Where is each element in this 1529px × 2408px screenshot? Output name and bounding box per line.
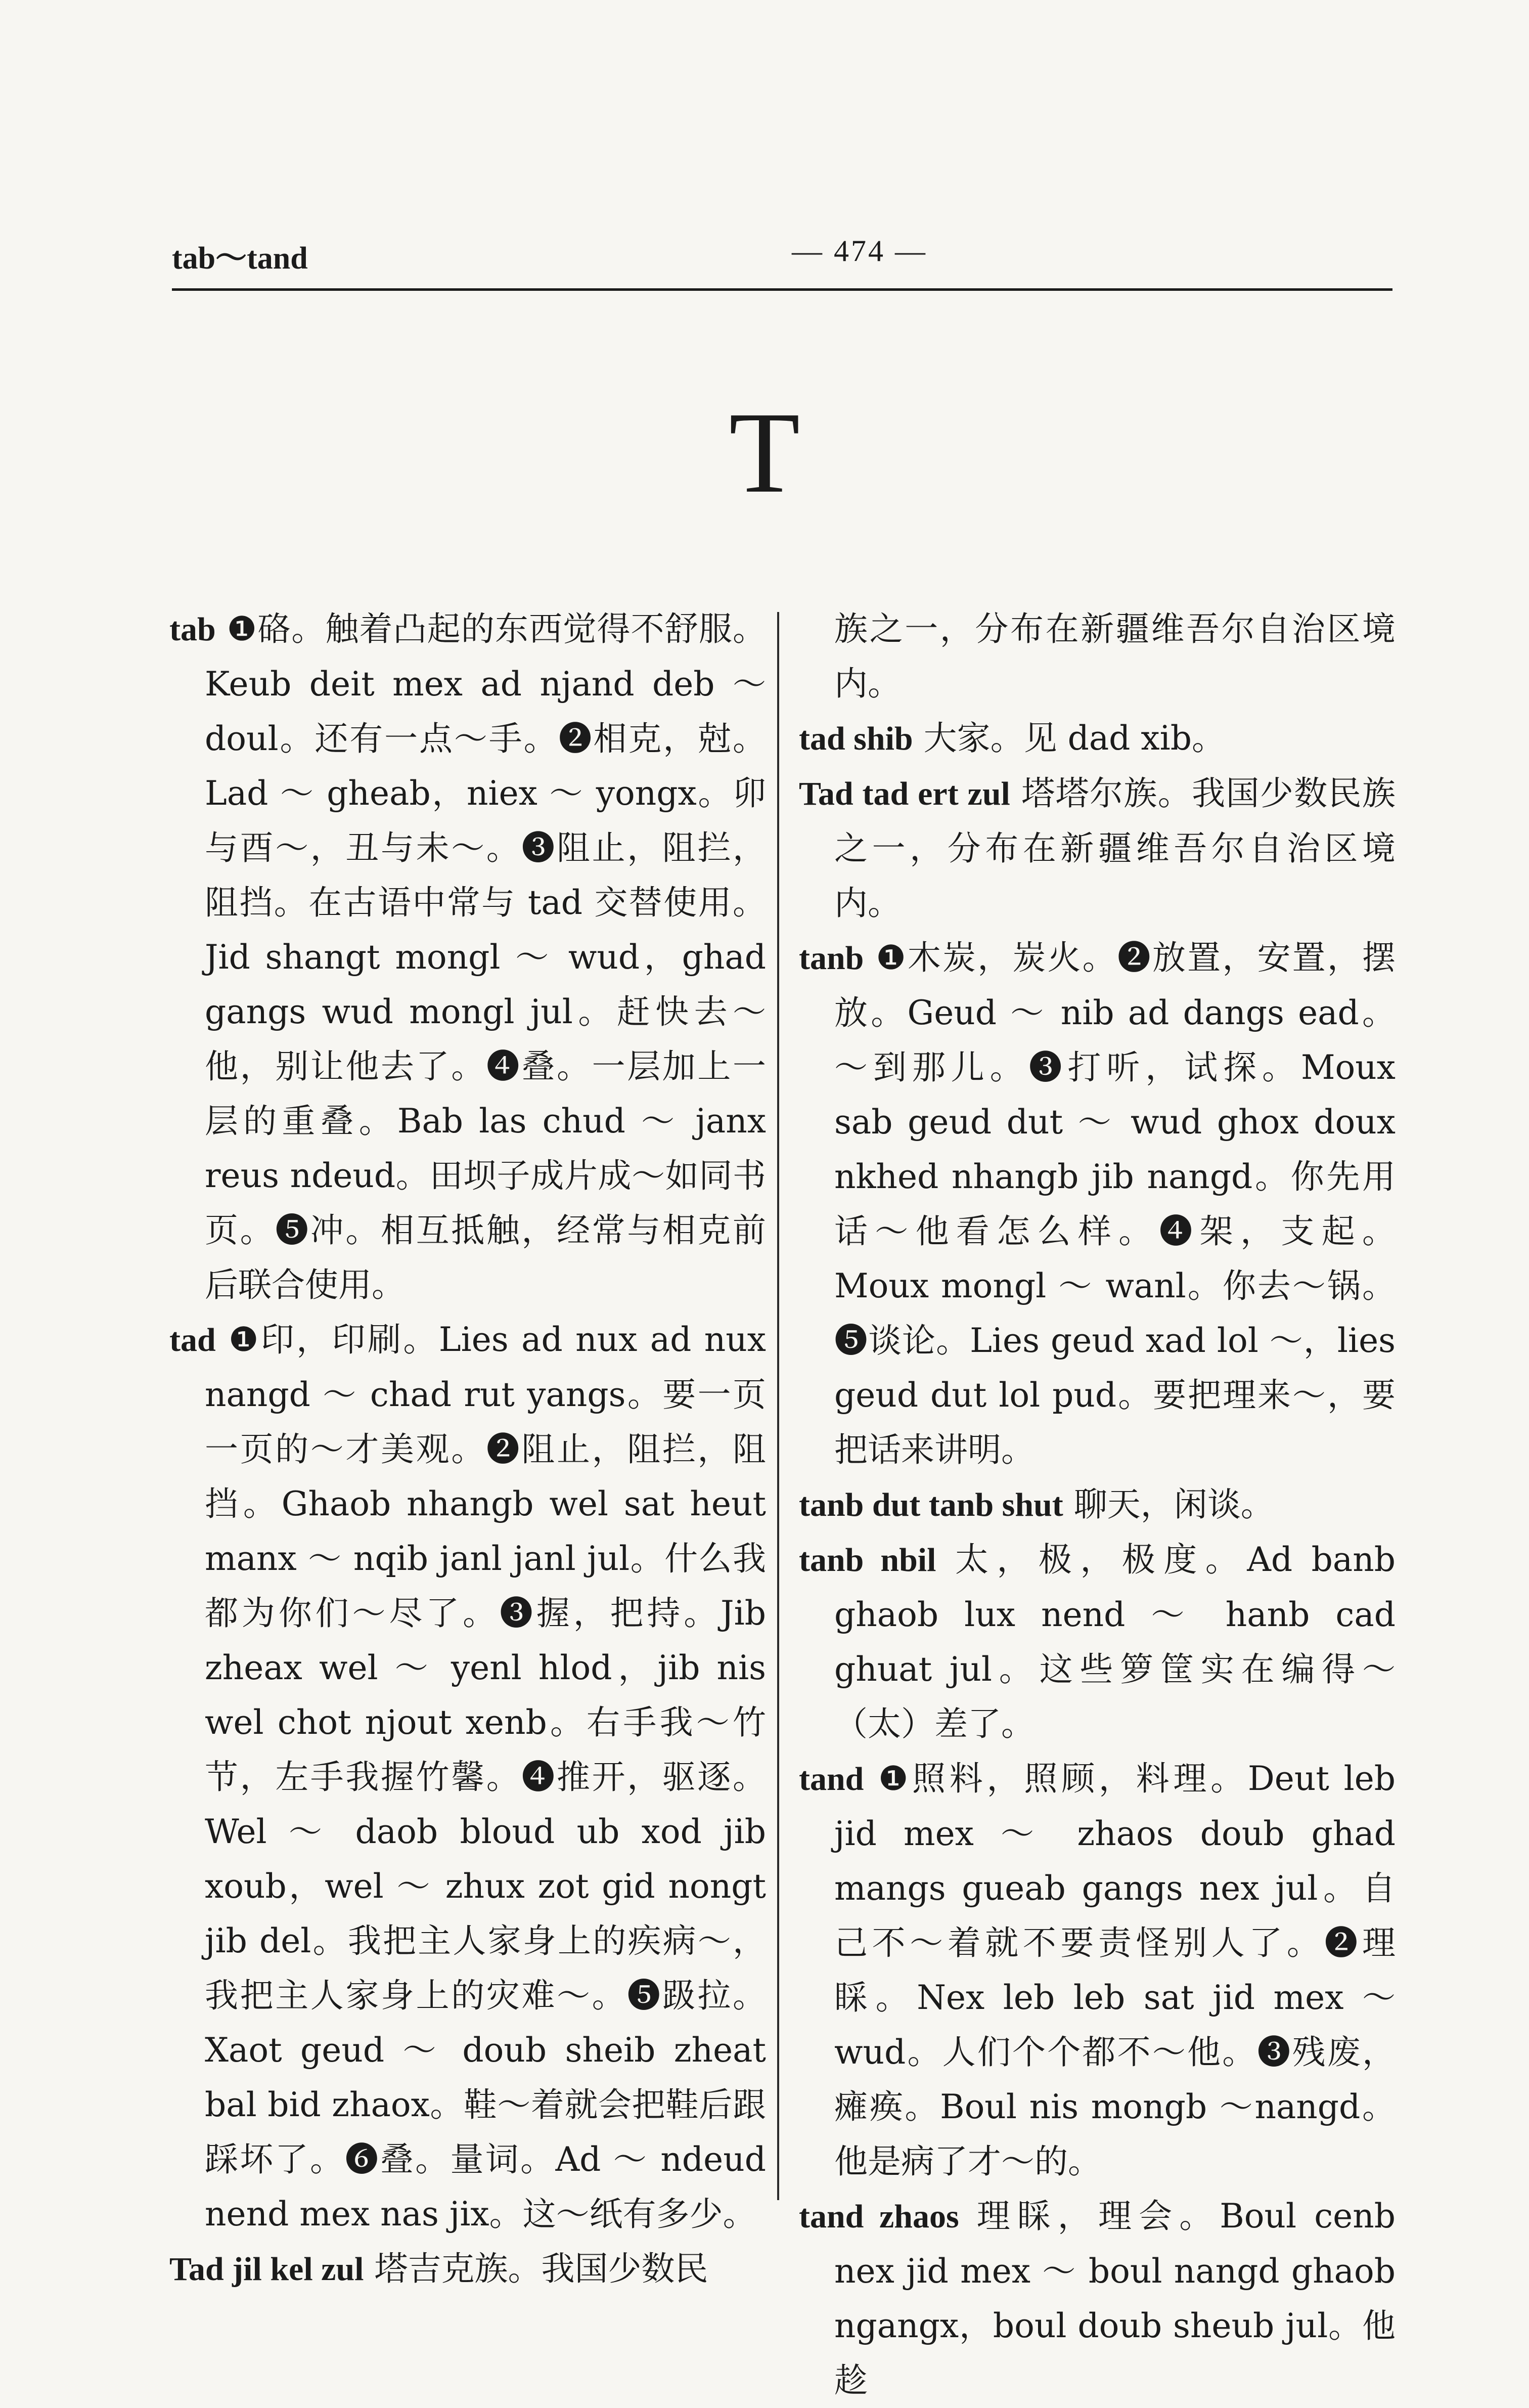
entry-headword: tanb [799,940,864,977]
entry-headword: tanb dut tanb shut [799,1486,1063,1523]
entry-definition: 塔吉克族。我国少数民 [364,2249,708,2288]
dictionary-entry [169,2242,766,2297]
entry-headword: tab [169,611,216,648]
entry-headword: tanb nbil [799,1542,936,1579]
entry-definition: 大家。见 dad xib。 [913,719,1225,758]
column-divider [777,612,779,2200]
dictionary-entry [799,2189,1396,2408]
entry-continuation: 族之一，分布在新疆维吾尔自治区境内。 [834,609,1396,703]
entry-headword: tand zhaos [799,2198,959,2235]
entry-headword: tad [169,1322,216,1359]
header-guide-words: tab～tand [172,241,308,276]
page-number: — 474 — [792,234,927,268]
dictionary-entry [169,1312,766,2242]
left-column [169,602,766,2297]
running-header [172,223,1392,291]
dictionary-entry [799,711,1396,766]
entry-headword: tad shib [799,720,913,757]
dictionary-entry [799,931,1396,1477]
dictionary-entry [799,1533,1396,1752]
entry-definition: ❶印，印刷。Lies ad nux ad nux nangd ～ chad rut yangs。要一页一页的～才美观。❷阻止，阻拦，阻挡。Ghaob nhangb wel sat heut manx ～ nqib janl janl jul。什么我都为你们～尽了。❸握，把持。Jib zheax wel ～ yenl hlod，jib nis wel chot njout xenb。右手我～竹节，左手我握竹馨。❹推开，驱逐。Wel ～ daob bloud ub xod jib xoub，wel ～ zhux zot gid nongt jib del。我把主人家身上的疾病～，我把主人家身上的灾难～。❺趿拉。Xaot geud ～ doub sheib zheat bal bid zhaox。鞋～着就会把鞋后跟踩坏了。❻叠。量词。Ad ～ ndeud nend mex nas jix。这～纸有多少。 [205,1320,766,2234]
entry-definition: 太，极，极度。Ad banb ghaob lux nend ～ hanb cad ghuat jul。这些箩筐实在编得～（太）差了。 [834,1540,1396,1743]
right-column [799,602,1396,2408]
dictionary-entry [799,1752,1396,2189]
entry-definition: ❶木炭，炭火。❷放置，安置，摆放。Geud ～ nib ad dangs ead。～到那儿。❸打听，试探。Moux sab geud dut ～ wud ghox doux nkhed nhangb jib nangd。你先用话～他看怎么样。❹架，支起。Moux mongl ～ wanl。你去～锅。❺谈论。Lies geud xad lol ～，lies geud dut lol pud。要把理来～，要把话来讲明。 [834,938,1396,1469]
entry-definition: ❶硌。触着凸起的东西觉得不舒服。Keub deit mex ad njand deb ～ doul。还有一点～手。❷相克，尅。Lad ～ gheab，niex ～ yongx。卯与酉～，丑与未～。❸阻止，阻拦，阻挡。在古语中常与 tad 交替使用。Jid shangt mongl ～ wud，ghad gangs wud mongl jul。赶快去～他，别让他去了。❹叠。一层加上一层的重叠。Bab las chud ～ janx reus ndeud。田坝子成片成～如同书页。❺冲。相互抵触，经常与相克前后联合使用。 [205,609,766,1304]
section-letter: T [729,388,800,517]
entry-definition: 理睬，理会。Boul cenb nex jid mex ～ boul nangd ghaob ngangx，boul doub sheub jul。他趁 [834,2197,1396,2400]
dictionary-entry [799,1477,1396,1533]
entry-definition: ❶照料，照顾，料理。Deut leb jid mex ～ zhaos doub ghad mangs gueab gangs nex jul。自己不～着就不要责怪别人了。❷理睬。Nex leb leb sat jid mex ～ wud。人们个个都不～他。❸残废，瘫痪。Boul nis mongb ～nangd。他是病了才～的。 [834,1759,1396,2181]
entry-headword: tand [799,1761,864,1798]
dictionary-entry [169,602,766,1312]
entry-definition: 塔塔尔族。我国少数民族之一，分布在新疆维吾尔自治区境内。 [834,774,1396,923]
entry-definition: 聊天，闲谈。 [1063,1485,1274,1524]
dictionary-entry [799,766,1396,931]
entry-headword: Tad tad ert zul [799,775,1010,812]
entry-headword: Tad jil kel zul [169,2251,364,2288]
